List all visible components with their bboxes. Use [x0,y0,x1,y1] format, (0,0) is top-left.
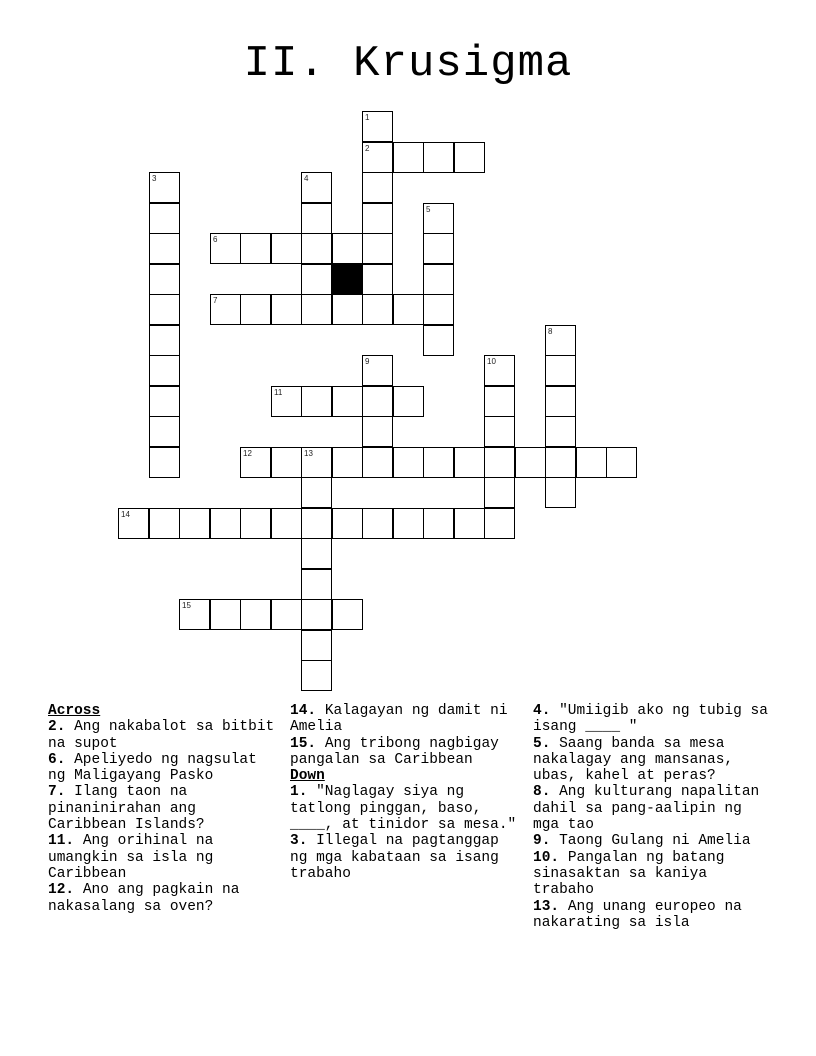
clue-across-2: 2. Ang nakabalot sa bitbit na supot [48,719,275,752]
crossword-cell[interactable] [484,386,515,417]
clue-down-10: 10. Pangalan ng batang sinasaktan sa kaniya trabaho [533,849,725,899]
clue-down-8: 8. Ang kulturang napalitan dahil sa pang-aalipin ng mga tao [533,784,760,834]
crossword-cell[interactable] [423,294,454,325]
crossword-cell[interactable] [362,111,393,142]
crossword-cell[interactable] [240,233,271,264]
crossword-cell[interactable] [545,416,576,447]
crossword-cell[interactable] [271,447,302,478]
crossword-cell[interactable] [149,508,180,539]
crossword-cell[interactable] [362,233,393,264]
crossword-cell[interactable] [240,294,271,325]
crossword-cell[interactable] [210,508,241,539]
crossword-cell[interactable] [118,508,149,539]
clue-number: 6 [213,235,218,244]
clue-across-7: 7. Ilang taon na pinaninirahan ang Caribbean Islands? [48,784,205,834]
crossword-cell[interactable] [484,508,515,539]
crossword-cell[interactable] [393,386,424,417]
crossword-cell[interactable] [210,599,241,630]
crossword-cell[interactable] [210,294,241,325]
crossword-cell[interactable] [545,325,576,356]
crossword-cell[interactable] [423,325,454,356]
clue-number: 9 [365,357,370,366]
clue-down-4: 4. "Umiigib ako ng tubig sa isang ____ " [533,703,768,736]
crossword-cell[interactable] [393,294,424,325]
crossword-cell[interactable] [576,447,607,478]
crossword-cell[interactable] [149,325,180,356]
clue-number: 15 [182,601,191,610]
clue-number: 3 [152,174,157,183]
crossword-cell[interactable] [210,233,241,264]
clue-down-5: 5. Saang banda sa mesa nakalagay ang mansanas, ubas, kahel at peras? [533,735,734,785]
crossword-cell[interactable] [301,233,332,264]
crossword-cell[interactable] [301,447,332,478]
crossword-cell[interactable] [332,508,363,539]
clue-number: 10 [487,357,496,366]
crossword-cell[interactable] [362,172,393,203]
across-heading: Across [48,703,101,719]
clue-number: 1 [365,113,370,122]
crossword-cell[interactable] [271,294,302,325]
crossword-cell[interactable] [362,508,393,539]
crossword-cell[interactable] [545,477,576,508]
clue-down-13: 13. Ang unang europeo na nakarating sa isla [533,898,742,931]
crossword-cell[interactable] [423,142,454,173]
crossword-cell[interactable] [362,416,393,447]
crossword-cell[interactable] [423,233,454,264]
crossword-cell[interactable] [240,599,271,630]
clue-number: 5 [426,205,431,214]
crossword-cell[interactable] [301,538,332,569]
crossword-cell[interactable] [149,203,180,234]
clues-middle-column [290,703,522,882]
clues-down-column [533,703,773,931]
crossword-cell[interactable] [423,264,454,295]
crossword-cell[interactable] [454,508,485,539]
clue-number: 7 [213,296,218,305]
crossword-cell[interactable] [149,416,180,447]
crossword-cell[interactable] [423,508,454,539]
crossword-cell[interactable] [362,264,393,295]
clue-number: 13 [304,449,313,458]
crossword-cell[interactable] [484,477,515,508]
crossword-cell[interactable] [545,386,576,417]
clue-down-1: 1. "Naglagay siya ng tatlong pinggan, baso, ____, at tinidor sa mesa." [290,784,517,834]
clues-across-column [48,703,278,915]
crossword-cell[interactable] [423,203,454,234]
crossword-cell[interactable] [454,447,485,478]
crossword-cell[interactable] [149,264,180,295]
crossword-cell[interactable] [240,447,271,478]
crossword-cell[interactable] [179,599,210,630]
clue-across-12: 12. Ano ang pagkain na nakasalang sa oven? [48,882,240,915]
crossword-cell[interactable] [301,599,332,630]
crossword-cell[interactable] [484,355,515,386]
clue-number: 4 [304,174,309,183]
crossword-cell[interactable] [240,508,271,539]
crossword-cell[interactable] [362,294,393,325]
clue-across-11: 11. Ang orihinal na umangkin sa isla ng Caribbean [48,833,214,882]
clue-across-14: 14. Kalagayan ng damit ni Amelia [290,703,508,736]
crossword-cell[interactable] [301,203,332,234]
crossword-cell[interactable] [362,386,393,417]
crossword-cell[interactable] [362,203,393,234]
crossword-cell[interactable] [301,569,332,600]
clue-number: 11 [274,388,283,397]
crossword-cell[interactable] [332,599,363,630]
crossword-cell[interactable] [332,294,363,325]
clue-number: 14 [121,510,130,519]
crossword-cell[interactable] [301,172,332,203]
crossword-cell[interactable] [149,355,180,386]
crossword-cell[interactable] [393,447,424,478]
clue-across-15: 15. Ang tribong nagbigay pangalan sa Caribbean [290,735,499,768]
clue-down-3: 3. Illegal na pagtanggap ng mga kabataan sa isang trabaho [290,833,499,882]
crossword-cell[interactable] [149,294,180,325]
crossword-cell[interactable] [301,386,332,417]
crossword-cell[interactable] [271,508,302,539]
crossword-cell[interactable] [393,508,424,539]
crossword-cell[interactable] [301,630,332,661]
crossword-cell[interactable] [362,355,393,386]
crossword-cell[interactable] [332,386,363,417]
crossword-cell[interactable] [423,447,454,478]
crossword-cell[interactable] [301,508,332,539]
crossword-cell[interactable] [362,142,393,173]
crossword-cell[interactable] [393,142,424,173]
crossword-cell[interactable] [271,599,302,630]
crossword-cell[interactable] [454,142,485,173]
clue-down-9: 9. Taong Gulang ni Amelia [533,833,751,850]
clue-number: 12 [243,449,252,458]
down-heading: Down [290,768,325,785]
page-title: II. Krusigma [243,39,573,89]
crossword-cell[interactable] [301,264,332,295]
crossword-block [332,264,363,295]
crossword-cell[interactable] [484,416,515,447]
crossword-cell[interactable] [332,447,363,478]
clue-across-6: 6. Apeliyedo ng nagsulat ng Maligayang Pasko [48,751,257,785]
crossword-cell[interactable] [271,386,302,417]
crossword-cell[interactable] [545,355,576,386]
crossword-cell[interactable] [149,447,180,478]
crossword-cell[interactable] [332,233,363,264]
crossword-cell[interactable] [301,477,332,508]
crossword-cell[interactable] [515,447,546,478]
crossword-cell[interactable] [484,447,515,478]
clue-number: 8 [548,327,553,336]
crossword-cell[interactable] [301,660,332,691]
clue-number: 2 [365,144,370,153]
crossword-cell[interactable] [545,447,576,478]
crossword-cell[interactable] [301,294,332,325]
crossword-cell[interactable] [149,172,180,203]
crossword-cell[interactable] [271,233,302,264]
crossword-cell[interactable] [149,233,180,264]
crossword-cell[interactable] [362,447,393,478]
crossword-cell[interactable] [179,508,210,539]
crossword-cell[interactable] [149,386,180,417]
crossword-cell[interactable] [606,447,637,478]
